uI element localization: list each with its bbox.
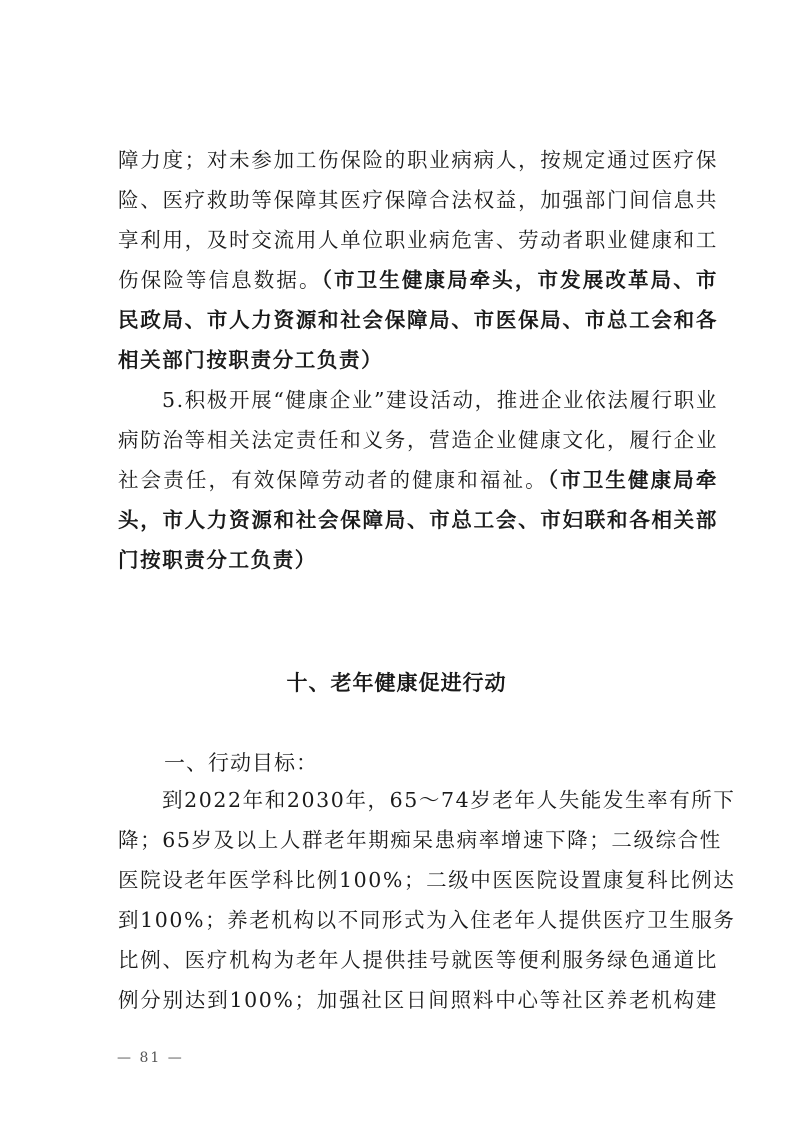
responsibility-note: （市卫生健康局牵 xyxy=(547,468,718,492)
paragraph-line: 病防治等相关法定责任和义务，营造企业健康文化，履行企业 xyxy=(118,428,718,452)
paragraph-line: 例分别达到100%；加强社区日间照料中心等社区养老机构建 xyxy=(118,988,718,1012)
responsibility-note: （市卫生健康局牵头，市发展改革局、市 xyxy=(321,268,718,292)
paragraph-line xyxy=(118,466,718,494)
paragraph-line: 到2022年和2030年，65～74岁老年人失能发生率有所下 xyxy=(162,788,736,812)
paragraph-line: 险、医疗救助等保障其医疗保障合法权益，加强部门间信息共 xyxy=(118,188,718,212)
subsection-title: 一、行动目标： xyxy=(164,751,318,775)
paragraph-line: 5.积极开展“健康企业”建设活动，推进企业依法履行职业 xyxy=(162,388,718,412)
paragraph-text: 社会责任，有效保障劳动者的健康和福祉。 xyxy=(118,468,548,492)
paragraph-line: 享利用，及时交流用人单位职业病危害、劳动者职业健康和工 xyxy=(118,228,718,252)
paragraph-line: 降；65岁及以上人群老年期痴呆患病率增速下降；二级综合性 xyxy=(118,828,722,852)
page-number: — 81 — xyxy=(117,1050,184,1066)
paragraph-line xyxy=(118,266,718,294)
paragraph-text: 伤保险等信息数据。 xyxy=(118,268,322,292)
section-heading: 十、老年健康促进行动 xyxy=(286,671,507,695)
responsibility-note-line: 头，市人力资源和社会保障局、市总工会、市妇联和各相关部 xyxy=(118,508,718,532)
responsibility-note-line: 门按职责分工负责） xyxy=(118,548,317,572)
paragraph-line: 医院设老年医学科比例100%；二级中医医院设置康复科比例达 xyxy=(118,868,736,892)
paragraph-line: 到100%；养老机构以不同形式为入住老年人提供医疗卫生服务 xyxy=(118,908,736,932)
responsibility-note-line: 民政局、市人力资源和社会保障局、市医保局、市总工会和各 xyxy=(118,308,718,332)
paragraph-line: 比例、医疗机构为老年人提供挂号就医等便利服务绿色通道比 xyxy=(118,948,718,972)
responsibility-note-line: 相关部门按职责分工负责） xyxy=(118,348,384,372)
paragraph-line: 障力度；对未参加工伤保险的职业病病人，按规定通过医疗保 xyxy=(118,148,718,172)
